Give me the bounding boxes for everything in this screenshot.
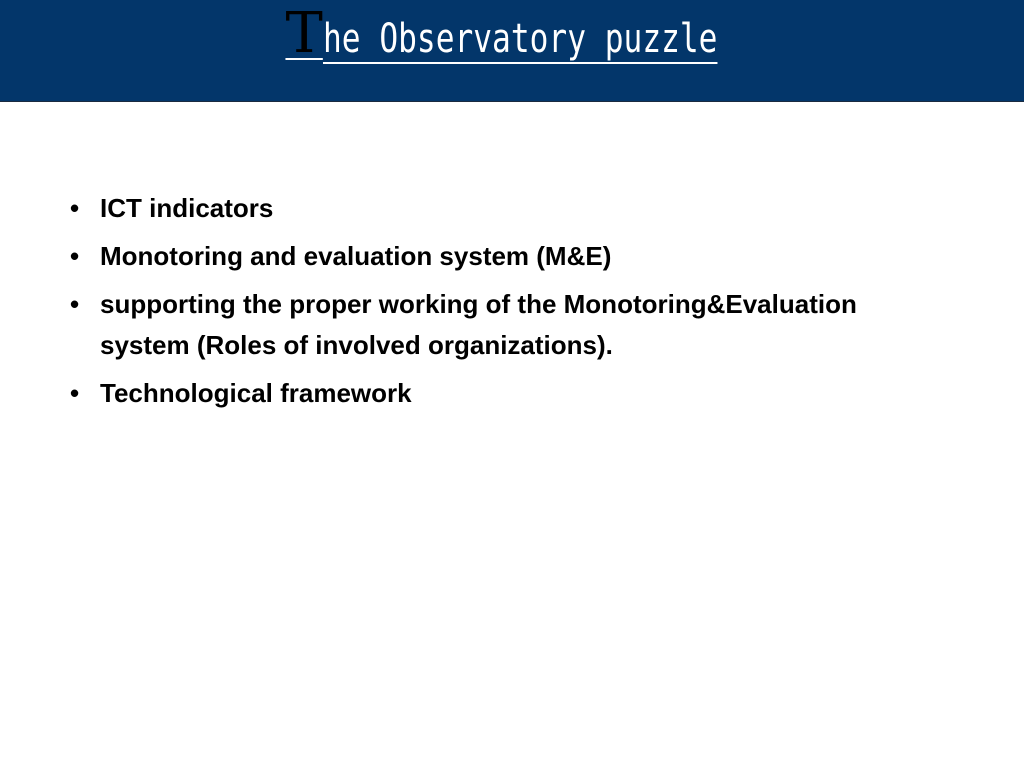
bullet-text: supporting the proper working of the Monotoring&Evaluation system (Roles of involved organizations).: [100, 289, 857, 360]
bullet-item: [60, 236, 920, 277]
bullet-text: Monotoring and evaluation system (M&E): [100, 241, 612, 271]
title-bar: [0, 0, 1024, 102]
bullet-item: [60, 284, 920, 366]
bullet-item: [60, 373, 920, 414]
slide-title-first-letter: T: [285, 1, 323, 66]
slide-title-rest: he Observatory puzzle: [322, 16, 718, 62]
bullet-icon: •: [70, 289, 80, 319]
bullet-text: Technological framework: [100, 378, 412, 408]
bullet-icon: •: [70, 241, 80, 271]
bullet-icon: •: [70, 378, 80, 408]
bullet-item: [60, 188, 920, 229]
bullet-list: [60, 188, 920, 421]
slide-title: [0, 1, 1024, 66]
bullet-icon: •: [70, 193, 80, 223]
bullet-text: ICT indicators: [100, 193, 274, 223]
